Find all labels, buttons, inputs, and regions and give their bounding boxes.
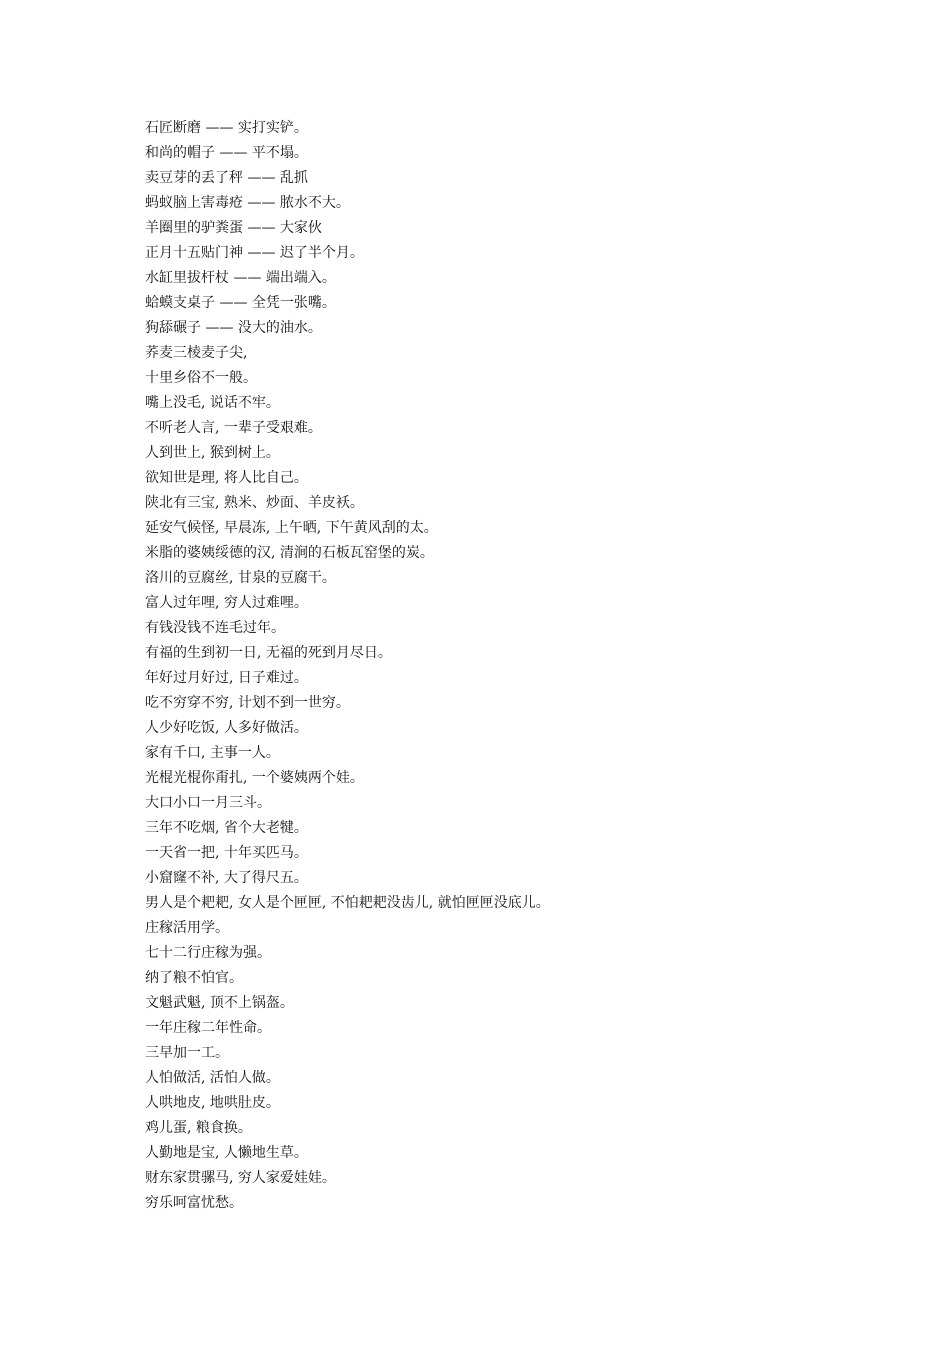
proverb-line: 陕北有三宝, 熟米、炒面、羊皮袄。 — [145, 495, 364, 511]
proverb-list — [145, 116, 905, 1216]
proverb-line: 嘴上没毛, 说话不牢。 — [145, 395, 280, 411]
proverb-line: 卖豆芽的丢了秤 —— 乱抓 — [145, 170, 308, 186]
proverb-line: 男人是个耙耙, 女人是个匣匣, 不怕耙耙没齿儿, 就怕匣匣没底儿。 — [145, 895, 550, 911]
proverb-line: 蚂蚁脑上害毒疮 —— 脓水不大。 — [145, 195, 350, 211]
proverb-line: 富人过年哩, 穷人过难哩。 — [145, 595, 308, 611]
proverb-line: 人勤地是宝, 人懒地生草。 — [145, 1145, 308, 1161]
proverb-line: 正月十五贴门神 —— 迟了半个月。 — [145, 245, 364, 261]
proverb-line: 七十二行庄稼为强。 — [145, 945, 271, 961]
proverb-line: 纳了粮不怕官。 — [145, 970, 243, 986]
proverb-line: 光棍光棍你甭扎, 一个婆姨两个娃。 — [145, 770, 364, 786]
proverb-line: 人少好吃饭, 人多好做活。 — [145, 720, 308, 736]
proverb-line: 三早加一工。 — [145, 1045, 229, 1061]
proverb-line: 穷乐呵富忧愁。 — [145, 1195, 243, 1211]
proverb-line: 不听老人言, 一辈子受艰难。 — [145, 420, 322, 436]
proverb-line: 有福的生到初一日, 无福的死到月尽日。 — [145, 645, 392, 661]
proverb-line: 财东家贯骡马, 穷人家爱娃娃。 — [145, 1170, 336, 1186]
proverb-line: 狗舔碾子 —— 没大的油水。 — [145, 320, 322, 336]
proverb-line: 庄稼活用学。 — [145, 920, 229, 936]
proverb-line: 羊圈里的驴粪蛋 —— 大家伙 — [145, 220, 322, 236]
proverb-line: 有钱没钱不连毛过年。 — [145, 620, 285, 636]
proverb-line: 欲知世是理, 将人比自己。 — [145, 470, 308, 486]
proverb-line: 三年不吃烟, 省个大老犍。 — [145, 820, 308, 836]
proverb-line: 石匠断磨 —— 实打实铲。 — [145, 120, 308, 136]
proverb-line: 家有千口, 主事一人。 — [145, 745, 280, 761]
proverb-line: 人怕做活, 活怕人做。 — [145, 1070, 280, 1086]
proverb-line: 一天省一把, 十年买匹马。 — [145, 845, 308, 861]
proverb-line: 十里乡俗不一般。 — [145, 370, 257, 386]
proverb-line: 和尚的帽子 —— 平不塌。 — [145, 145, 308, 161]
proverb-line: 年好过月好过, 日子难过。 — [145, 670, 308, 686]
proverb-line: 一年庄稼二年性命。 — [145, 1020, 271, 1036]
proverb-line: 洛川的豆腐丝, 甘泉的豆腐干。 — [145, 570, 336, 586]
proverb-line: 荞麦三棱麦子尖, — [145, 345, 248, 361]
proverb-line: 鸡儿蛋, 粮食换。 — [145, 1120, 252, 1136]
proverb-line: 米脂的婆姨绥德的汉, 清涧的石板瓦窑堡的炭。 — [145, 545, 434, 561]
proverb-line: 延安气候怪, 早晨冻, 上午晒, 下午黄风刮的太。 — [145, 520, 438, 536]
proverb-line: 小窟窿不补, 大了得尺五。 — [145, 870, 308, 886]
proverb-line: 水缸里拔杆杖 —— 端出端入。 — [145, 270, 336, 286]
proverb-line: 文魁武魁, 顶不上锅盔。 — [145, 995, 294, 1011]
proverb-line: 吃不穷穿不穷, 计划不到一世穷。 — [145, 695, 350, 711]
proverb-line: 人到世上, 猴到树上。 — [145, 445, 280, 461]
proverb-line: 蛤蟆支桌子 —— 全凭一张嘴。 — [145, 295, 336, 311]
proverb-line: 大口小口一月三斗。 — [145, 795, 271, 811]
proverb-line: 人哄地皮, 地哄肚皮。 — [145, 1095, 280, 1111]
